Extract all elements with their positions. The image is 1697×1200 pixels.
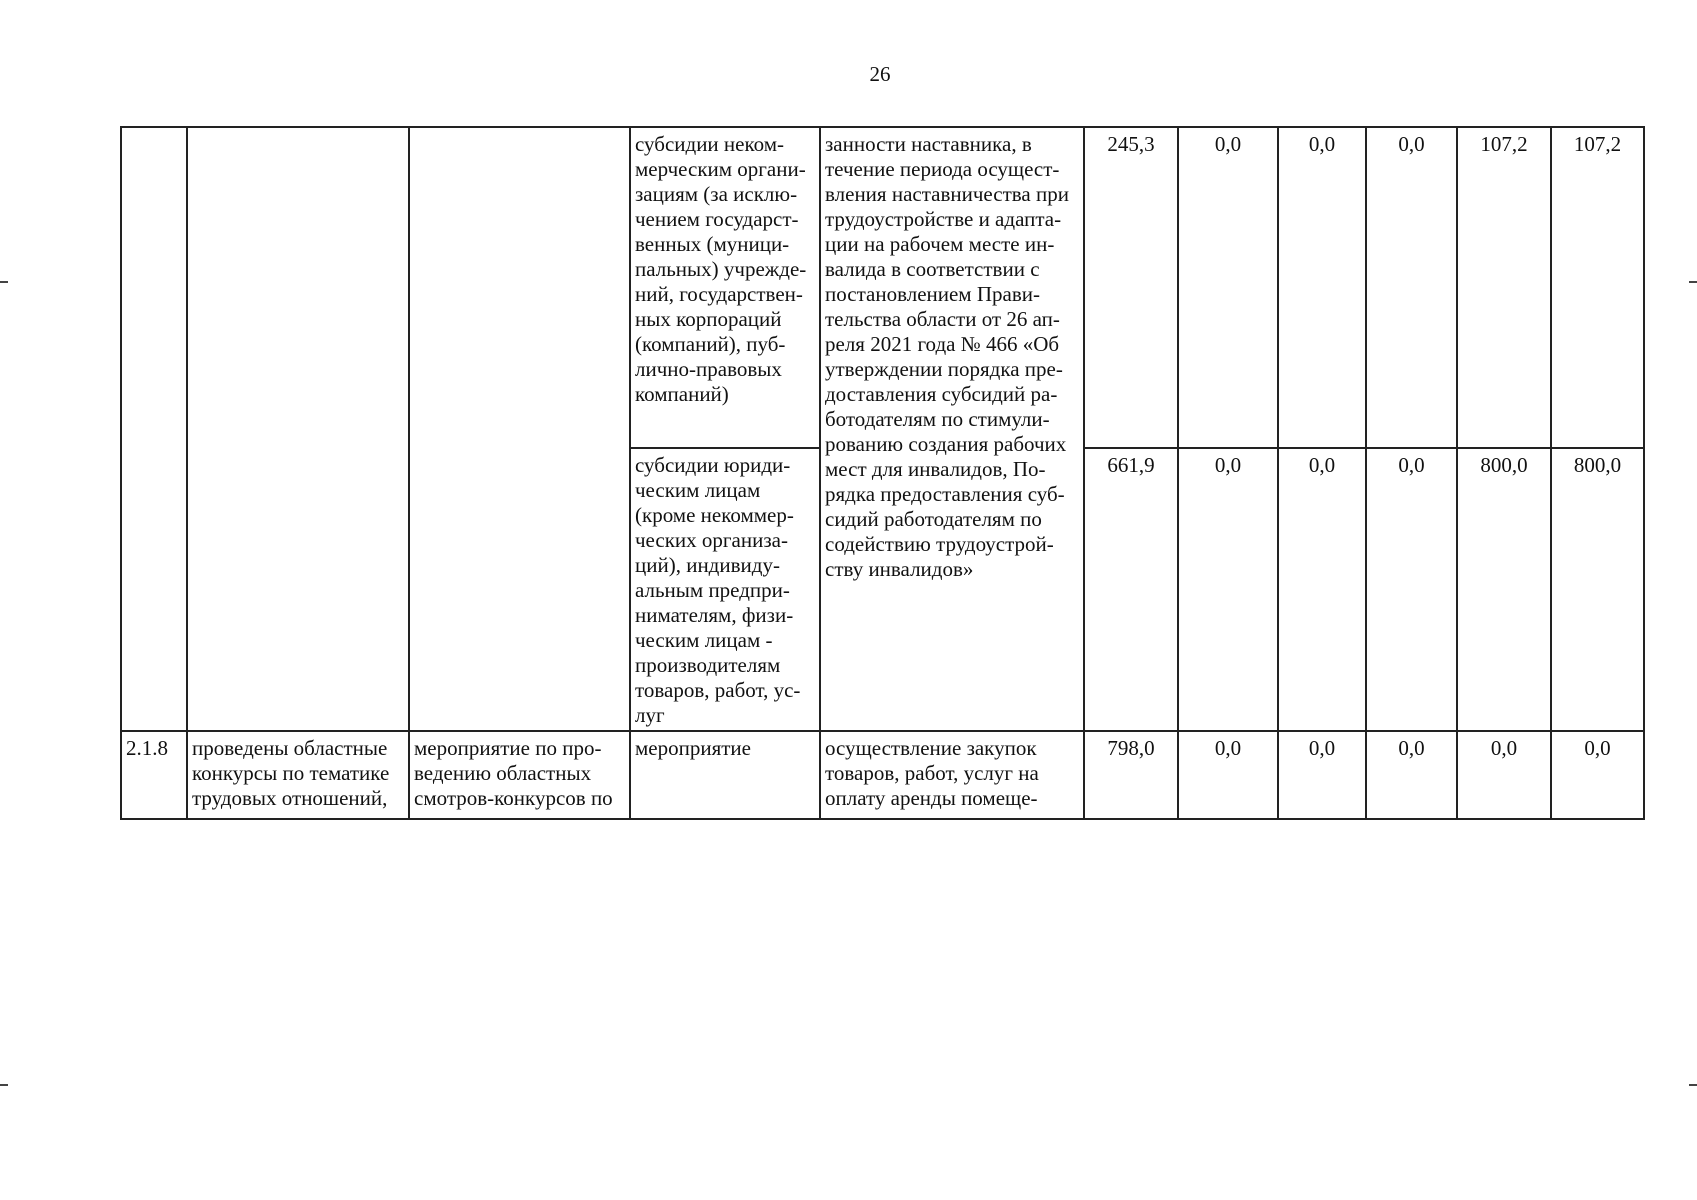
cell-value: 800,0 bbox=[1457, 448, 1551, 731]
cell-result bbox=[187, 127, 409, 731]
cell-funding-source: субсидии неком-мерческим органи-зациям (за исклю-чением государст-венных (муници-пальных) учрежде-ний, государствен-ных корпораций (компаний), пуб-лично-правовых компаний) bbox=[630, 127, 820, 448]
cell-value: 798,0 bbox=[1084, 731, 1178, 819]
cell-basis-merged: занности наставника, в течение периода осущест-вления наставничества при трудоустройстве и адапта-ции на рабочем месте ин-валида в соответствии с постановлением Прави-тельства области от 26 ап-реля 2021 года № 466 «Об утверждении порядка пре-доставления субсидий ра-ботодателям по стимули-рованию создания рабочих мест для инвалидов, По-рядка предоставления суб-сидий работодателям по содействию трудоустрой-ству инвалидов» bbox=[820, 127, 1084, 731]
cell-number bbox=[121, 127, 187, 731]
cell-value: 800,0 bbox=[1551, 448, 1644, 731]
cell-value: 0,0 bbox=[1278, 448, 1366, 731]
cell-value: 0,0 bbox=[1366, 127, 1457, 448]
table-row bbox=[121, 127, 1644, 448]
cell-number: 2.1.8 bbox=[121, 731, 187, 819]
right-edge-mark-bottom bbox=[1689, 1084, 1697, 1086]
table-row bbox=[121, 731, 1644, 819]
cell-activity: мероприятие по про-ведению областных смотров-конкурсов по bbox=[409, 731, 630, 819]
cell-value: 107,2 bbox=[1457, 127, 1551, 448]
cell-value: 0,0 bbox=[1278, 731, 1366, 819]
cell-funding-source: мероприятие bbox=[630, 731, 820, 819]
cell-value: 0,0 bbox=[1178, 448, 1278, 731]
right-edge-mark-top bbox=[1689, 281, 1697, 283]
cell-value: 107,2 bbox=[1551, 127, 1644, 448]
cell-funding-source: субсидии юриди-ческим лицам (кроме некоммер-ческих организа-ций), индивиду-альным предпри-нимателям, физи-ческим лицам - производителям товаров, работ, ус-луг bbox=[630, 448, 820, 731]
cell-value: 0,0 bbox=[1178, 731, 1278, 819]
cell-value: 0,0 bbox=[1457, 731, 1551, 819]
cell-value: 0,0 bbox=[1366, 731, 1457, 819]
left-edge-mark-bottom bbox=[0, 1084, 8, 1086]
cell-value: 0,0 bbox=[1178, 127, 1278, 448]
cell-activity bbox=[409, 127, 630, 731]
cell-value: 0,0 bbox=[1551, 731, 1644, 819]
cell-value: 245,3 bbox=[1084, 127, 1178, 448]
cell-value: 0,0 bbox=[1278, 127, 1366, 448]
cell-basis: осуществление закупок товаров, работ, услуг на оплату аренды помеще- bbox=[820, 731, 1084, 819]
cell-result: проведены областные конкурсы по тематике трудовых отношений, bbox=[187, 731, 409, 819]
cell-value: 661,9 bbox=[1084, 448, 1178, 731]
page-number: 26 bbox=[869, 62, 891, 86]
budget-table bbox=[120, 126, 1645, 820]
cell-value: 0,0 bbox=[1366, 448, 1457, 731]
left-edge-mark-top bbox=[0, 281, 8, 283]
